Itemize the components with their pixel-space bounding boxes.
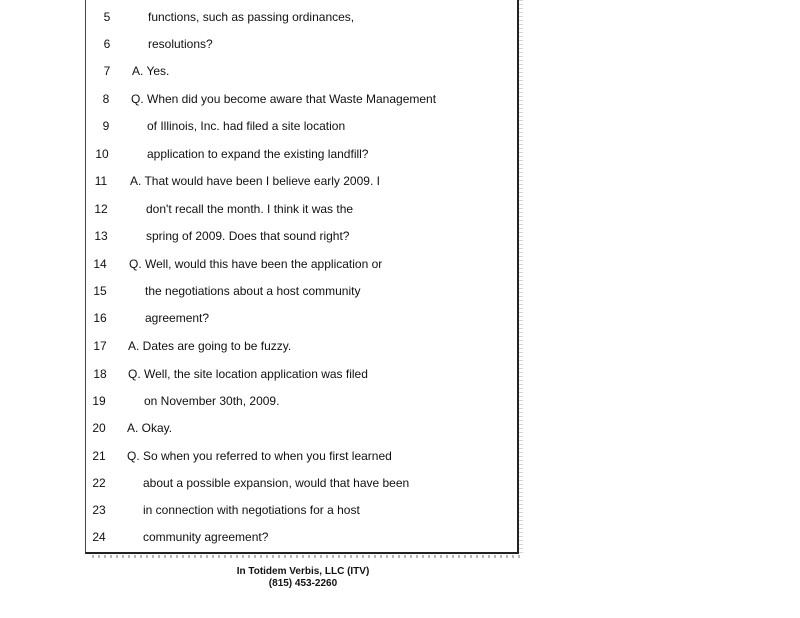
- transcript-line: [0, 172, 800, 190]
- line-number: 6: [103, 37, 111, 51]
- line-number: 17: [93, 339, 107, 353]
- line-text: spring of 2009. Does that sound right?: [146, 229, 350, 243]
- transcript-line: [0, 90, 800, 108]
- line-number: 5: [103, 10, 111, 24]
- footer-company: In Totidem Verbis, LLC (ITV): [236, 566, 370, 577]
- line-text: the negotiations about a host community: [145, 284, 361, 298]
- line-text: community agreement?: [143, 530, 269, 544]
- line-text: application to expand the existing landfill?: [147, 147, 369, 161]
- transcript-line: [0, 365, 800, 383]
- scan-edge-right: [519, 0, 523, 556]
- transcript-page: [85, 0, 519, 554]
- line-text: agreement?: [145, 311, 210, 325]
- line-text: resolutions?: [148, 37, 213, 51]
- line-number: 11: [94, 174, 108, 188]
- transcript-line: [0, 528, 800, 546]
- line-number: 8: [102, 92, 110, 106]
- line-number: 24: [92, 530, 106, 544]
- line-number: 15: [93, 284, 107, 298]
- transcript-line: [0, 35, 800, 53]
- line-number: 10: [95, 147, 109, 161]
- line-number: 20: [92, 421, 106, 435]
- line-text: A. Dates are going to be fuzzy.: [128, 339, 292, 353]
- transcript-line: [0, 392, 800, 410]
- line-number: 13: [94, 229, 108, 243]
- line-number: 7: [103, 64, 111, 78]
- line-text: Q. Well, would this have been the application or: [129, 257, 383, 271]
- line-text: A. That would have been I believe early 2009. I: [130, 174, 380, 188]
- transcript-line: [0, 255, 800, 273]
- transcript-line: [0, 501, 800, 519]
- line-number: 23: [92, 503, 106, 517]
- line-text: in connection with negotiations for a host: [143, 503, 360, 517]
- transcript-line: [0, 8, 800, 26]
- transcript-line: [0, 337, 800, 355]
- line-text: Q. So when you referred to when you first learned: [127, 449, 392, 463]
- footer-phone: (815) 453-2260: [268, 578, 338, 589]
- line-text: functions, such as passing ordinances,: [148, 10, 355, 24]
- line-text: Q. When did you become aware that Waste Management: [131, 92, 437, 106]
- transcript-line: [0, 474, 800, 492]
- line-text: about a possible expansion, would that have been: [143, 476, 410, 490]
- line-text: don't recall the month. I think it was the: [146, 202, 354, 216]
- transcript-line: [0, 282, 800, 300]
- line-text: of Illinois, Inc. had filed a site location: [147, 119, 346, 133]
- line-text: A. Okay.: [127, 421, 173, 435]
- line-number: 16: [93, 311, 107, 325]
- line-number: 19: [92, 394, 106, 408]
- transcript-line: [0, 309, 800, 327]
- transcript-line: [0, 145, 800, 163]
- transcript-line: [0, 62, 800, 80]
- transcript-line: [0, 419, 800, 437]
- transcript-line: [0, 117, 800, 135]
- line-number: 21: [92, 449, 106, 463]
- transcript-line: [0, 447, 800, 465]
- line-number: 12: [94, 202, 108, 216]
- line-text: A. Yes.: [132, 64, 170, 78]
- line-number: 22: [92, 476, 106, 490]
- line-number: 18: [93, 367, 107, 381]
- transcript-line: [0, 227, 800, 245]
- line-number: 9: [102, 119, 110, 133]
- transcript-line: [0, 200, 800, 218]
- line-text: on November 30th, 2009.: [144, 394, 280, 408]
- scan-edge-bottom: [92, 555, 522, 558]
- line-text: Q. Well, the site location application was filed: [128, 367, 368, 381]
- line-number: 14: [93, 257, 107, 271]
